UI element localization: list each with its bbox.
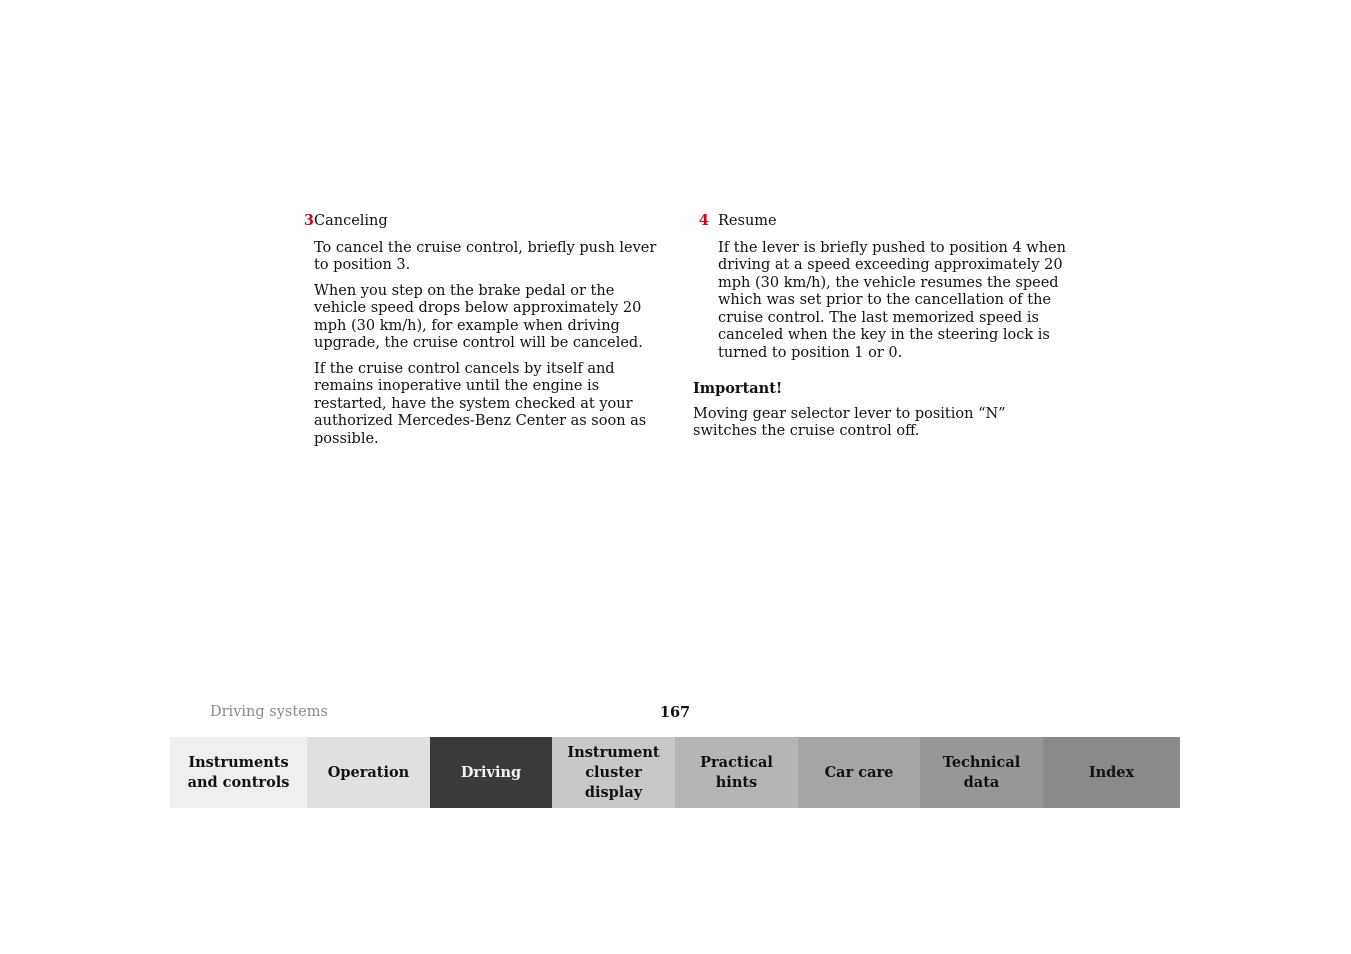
tab-label: data (963, 773, 1000, 791)
tab-driving-active[interactable] (430, 737, 552, 808)
tab-operation[interactable] (307, 737, 430, 808)
chapter-nav (170, 737, 1180, 808)
item-heading-resume (693, 212, 1073, 231)
tab-car-care[interactable] (798, 737, 920, 808)
tab-label: and controls (187, 773, 290, 791)
tab-label: Driving (460, 763, 522, 781)
important-text: Moving gear selector lever to position “N” switches the cruise control off. (693, 405, 1006, 439)
item-title: Canceling (314, 213, 388, 229)
tab-label: Car care (824, 763, 894, 781)
footer-section-title: Driving systems (210, 704, 328, 720)
right-column (693, 212, 1073, 449)
paragraph: To cancel the cruise control, briefly push lever to position 3. (314, 239, 657, 273)
item-title: Resume (718, 213, 777, 229)
item-number: 3 (303, 212, 314, 229)
tab-instrument-cluster-display[interactable] (552, 737, 675, 808)
tab-technical-data[interactable] (920, 737, 1043, 808)
item-number: 4 (698, 212, 709, 229)
tab-practical-hints[interactable] (675, 737, 798, 808)
paragraph: If the lever is briefly pushed to position 4 when driving at a speed exceeding approximately 20 mph (30 km/h), the vehicle resumes the speed which was set prior to the cancellation of the cruise control. The last memorized speed is canceled when the key in the steering lock is turned to position 1 or 0. (718, 239, 1066, 361)
tab-index[interactable] (1043, 737, 1180, 808)
tab-label: cluster display (584, 763, 643, 801)
tab-label: Index (1088, 763, 1135, 781)
tab-label: Technical (942, 753, 1021, 771)
paragraph: When you step on the brake pedal or the vehicle speed drops below approximately 20 mph (30 km/h), for example when driving upgrade, the cruise control will be canceled. (314, 282, 643, 351)
left-column (290, 212, 670, 456)
important-label: Important! (693, 380, 783, 397)
page-number: 167 (659, 704, 691, 721)
paragraph: If the cruise control cancels by itself and remains inoperative until the engine is restarted, have the system checked at your authorized Mercedes-Benz Center as soon as possible. (314, 360, 647, 447)
item-heading-canceling (290, 212, 670, 231)
tab-label: Practical hints (700, 753, 773, 791)
tab-instruments-and-controls[interactable] (170, 737, 307, 808)
tab-label: Instruments (188, 753, 289, 771)
tab-label: Instrument (567, 743, 660, 761)
tab-label: Operation (327, 763, 410, 781)
